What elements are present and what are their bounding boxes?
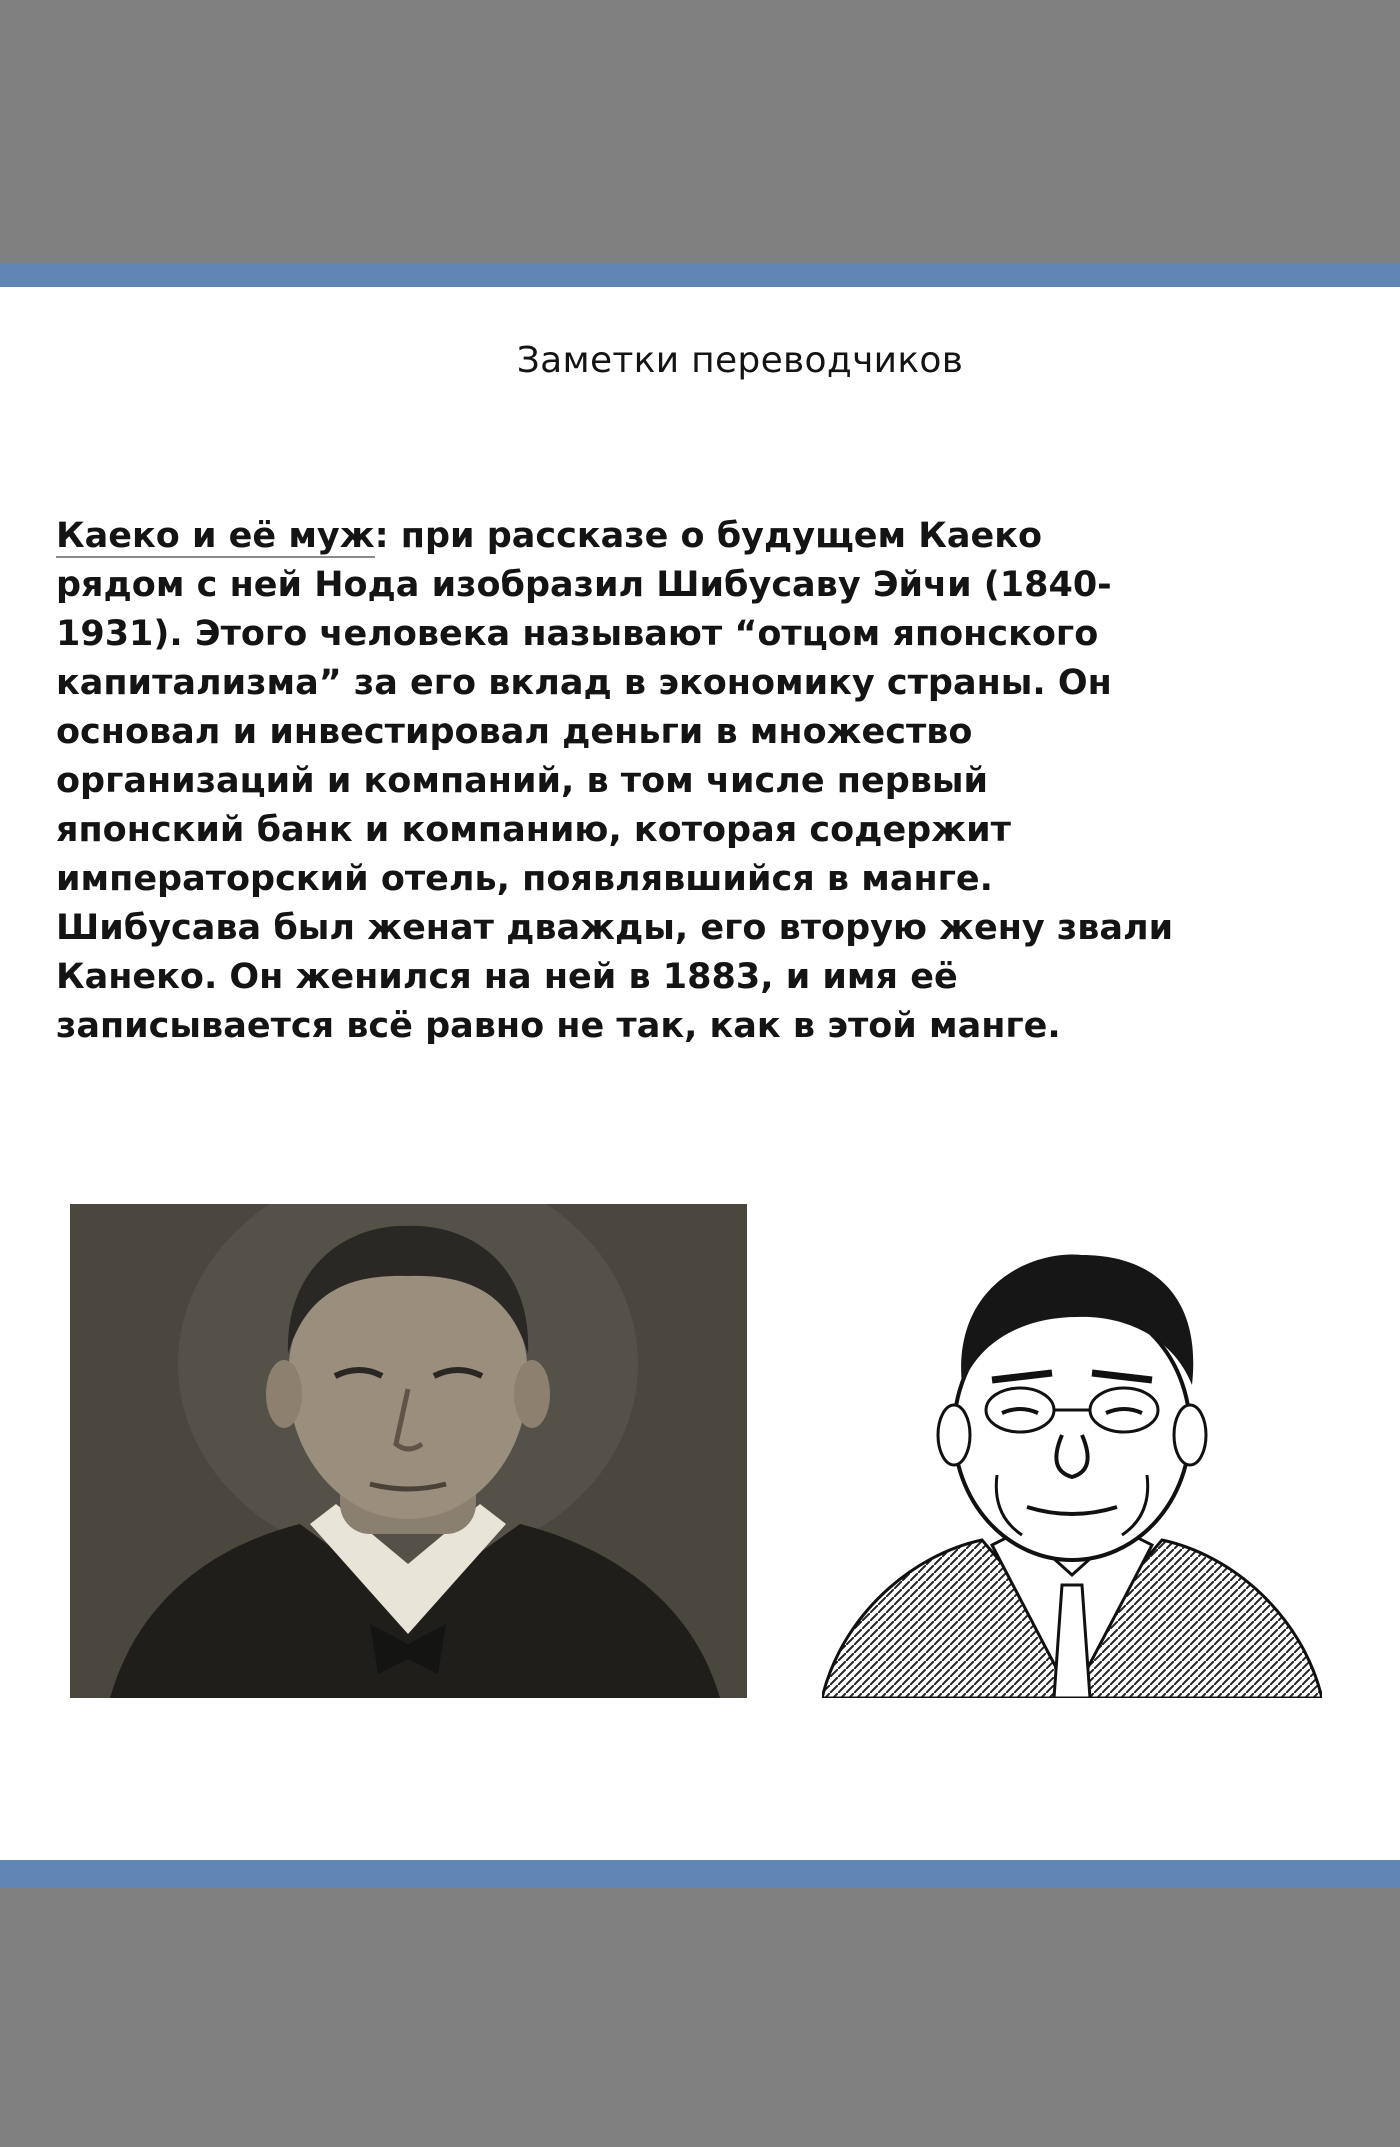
bottom-blue-stripe [0, 1860, 1400, 1888]
portrait-photo [70, 1204, 747, 1698]
translator-note [56, 512, 1176, 1051]
note-term: Каеко и её муж [56, 516, 375, 556]
note-text: : при рассказе о будущем Каеко рядом с ней Нода изобразил Шибусаву Эйчи (1840-1931). Этого человека называют “отцом японского капитализма” за его вклад в экономику страны. Он основал и инвестировал деньги в множество организаций и компаний, в том числе первый японский банк и компанию, которая содержит императорский отель, появлявшийся в манге. Шибусава был женат дважды, его вторую жену звали Канеко. Он женился на ней в 1883, и имя её записывается всё равно не так, как в этой манге. [56, 516, 1174, 1046]
top-gray-band [0, 0, 1400, 263]
page-title: Заметки переводчиков [516, 340, 964, 381]
bottom-gray-band [0, 1888, 1400, 2147]
manga-portrait-drawing [822, 1245, 1322, 1698]
top-blue-stripe [0, 263, 1400, 287]
